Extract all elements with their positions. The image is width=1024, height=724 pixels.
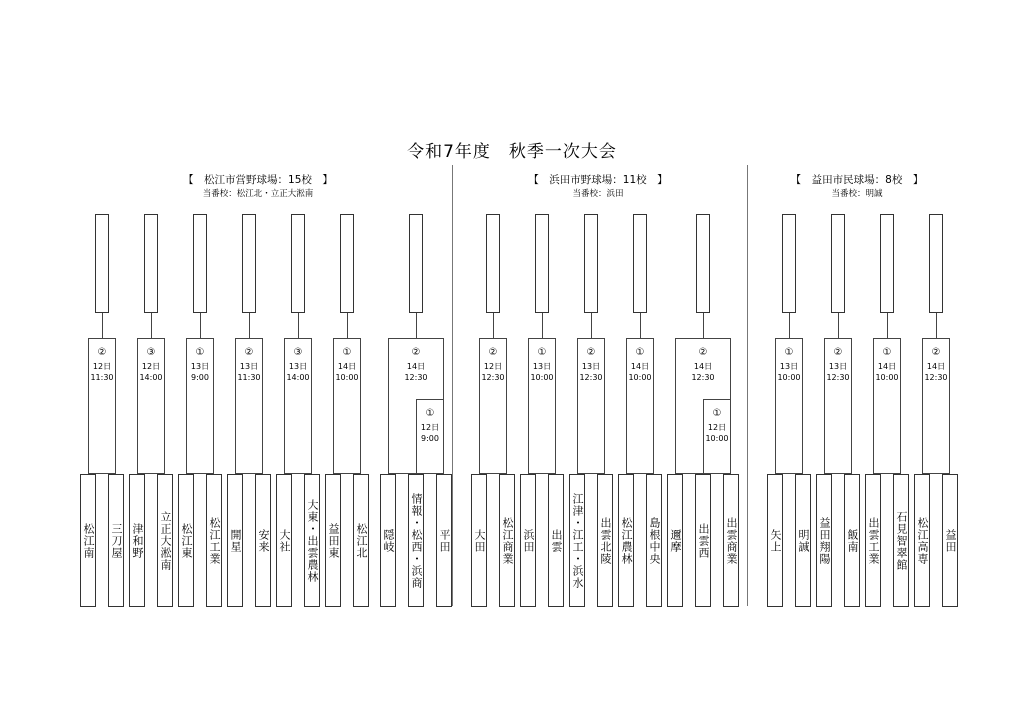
match-number: ①	[425, 408, 435, 419]
match-day: 13日	[828, 362, 848, 371]
match-day: 12日	[141, 362, 161, 371]
match-time: 11:30	[90, 373, 114, 382]
team-box	[667, 474, 683, 607]
team-name: 松江農林	[620, 516, 633, 565]
match-box	[528, 338, 556, 474]
match-number: ②	[411, 347, 421, 358]
match-box	[922, 338, 950, 474]
team-box	[597, 474, 613, 607]
match-box	[824, 338, 852, 474]
match-number: ①	[195, 347, 205, 358]
match-day: 13日	[581, 362, 601, 371]
team-name: 開星	[229, 528, 242, 553]
match-time: 10:00	[875, 373, 899, 382]
connector-line	[640, 313, 641, 338]
match-time: 10:00	[628, 373, 652, 382]
team-box	[255, 474, 271, 607]
match-day: 14日	[693, 362, 713, 371]
match-number: ②	[97, 347, 107, 358]
match-number: ①	[712, 408, 722, 419]
team-name: 松江工業	[208, 516, 221, 565]
venue-divider	[747, 165, 748, 606]
match-box	[88, 338, 116, 474]
team-box	[408, 474, 424, 607]
team-box	[471, 474, 487, 607]
connector-line	[838, 313, 839, 338]
team-box	[914, 474, 930, 607]
team-box	[206, 474, 222, 607]
connector-line	[703, 313, 704, 338]
match-day: 12日	[420, 423, 440, 432]
winner-slot	[409, 214, 423, 313]
connector-line	[591, 313, 592, 338]
team-name: 出雲北陵	[599, 516, 612, 565]
team-name: 邇摩	[669, 528, 682, 553]
team-box	[157, 474, 173, 607]
team-name: 立正大淞南	[159, 510, 172, 571]
team-name: 安来	[257, 528, 270, 553]
match-day: 14日	[926, 362, 946, 371]
team-box	[569, 474, 585, 607]
match-day: 14日	[877, 362, 897, 371]
team-box	[178, 474, 194, 607]
winner-slot	[486, 214, 500, 313]
connector-line	[151, 313, 152, 338]
team-name: 石見智翠館	[895, 510, 908, 571]
team-name: 明誠	[797, 528, 810, 553]
team-name: 江津・江工・浜水	[571, 492, 584, 589]
team-box	[618, 474, 634, 607]
match-time: 12:30	[404, 373, 428, 382]
match-number: ②	[931, 347, 941, 358]
match-time: 12:30	[579, 373, 603, 382]
connector-line	[789, 313, 790, 338]
match-number: ①	[635, 347, 645, 358]
connector-line	[249, 313, 250, 338]
team-box	[520, 474, 536, 607]
team-name: 浜田	[522, 528, 535, 553]
team-box	[795, 474, 811, 607]
venue-header-hamada: 【 浜田市野球場：11校 】	[528, 174, 668, 186]
team-box	[723, 474, 739, 607]
team-name: 三刀屋	[110, 522, 123, 559]
match-number: ①	[342, 347, 352, 358]
connector-line	[200, 313, 201, 338]
team-name: 松江商業	[501, 516, 514, 565]
team-name: 津和野	[131, 522, 144, 559]
winner-slot	[929, 214, 943, 313]
connector-line	[347, 313, 348, 338]
connector-line	[493, 313, 494, 338]
team-name: 出雲西	[697, 522, 710, 559]
match-box	[626, 338, 654, 474]
match-time: 14:00	[286, 373, 310, 382]
connector-line	[416, 313, 417, 338]
team-box	[325, 474, 341, 607]
team-box	[353, 474, 369, 607]
match-day: 12日	[92, 362, 112, 371]
match-box	[235, 338, 263, 474]
team-box	[80, 474, 96, 607]
team-box	[304, 474, 320, 607]
match-time: 9:00	[191, 373, 209, 382]
match-number: ①	[784, 347, 794, 358]
team-name: 情報・松西・浜商	[410, 492, 423, 589]
sub-match-box	[416, 399, 444, 474]
team-name: 松江北	[355, 522, 368, 559]
team-box	[436, 474, 452, 607]
team-name: 出雲	[550, 528, 563, 553]
team-name: 松江高専	[916, 516, 929, 565]
match-box	[333, 338, 361, 474]
duty-school-matsue: 当番校：松江北・立正大淞南	[202, 189, 314, 199]
match-box	[137, 338, 165, 474]
match-time: 10:00	[777, 373, 801, 382]
match-day: 13日	[239, 362, 259, 371]
match-number: ②	[698, 347, 708, 358]
team-name: 出雲工業	[867, 516, 880, 565]
match-day: 14日	[337, 362, 357, 371]
team-box	[108, 474, 124, 607]
match-day: 12日	[707, 423, 727, 432]
team-box	[276, 474, 292, 607]
match-box	[775, 338, 803, 474]
match-number: ①	[882, 347, 892, 358]
winner-slot	[584, 214, 598, 313]
page-title: 令和7年度 秋季一次大会	[407, 142, 617, 162]
team-box	[844, 474, 860, 607]
team-box	[548, 474, 564, 607]
match-day: 14日	[406, 362, 426, 371]
match-time: 12:30	[924, 373, 948, 382]
match-time: 10:00	[530, 373, 554, 382]
match-number: ②	[586, 347, 596, 358]
match-time: 10:00	[705, 434, 729, 443]
winner-slot	[95, 214, 109, 313]
winner-slot	[633, 214, 647, 313]
connector-line	[102, 313, 103, 338]
match-time: 12:30	[826, 373, 850, 382]
team-box	[816, 474, 832, 607]
team-box	[942, 474, 958, 607]
connector-line	[887, 313, 888, 338]
match-day: 14日	[630, 362, 650, 371]
team-box	[695, 474, 711, 607]
team-name: 出雲商業	[725, 516, 738, 565]
winner-slot	[340, 214, 354, 313]
match-number: ①	[537, 347, 547, 358]
winner-slot	[782, 214, 796, 313]
match-box	[577, 338, 605, 474]
duty-school-hamada: 当番校：浜田	[572, 189, 624, 199]
venue-header-masuda: 【 益田市民球場：8校 】	[790, 174, 924, 186]
match-number: ③	[293, 347, 303, 358]
match-number: ②	[488, 347, 498, 358]
team-name: 島根中央	[648, 516, 661, 565]
team-name: 平田	[438, 528, 451, 553]
connector-line	[542, 313, 543, 338]
match-day: 13日	[288, 362, 308, 371]
team-box	[129, 474, 145, 607]
team-box	[646, 474, 662, 607]
winner-slot	[291, 214, 305, 313]
match-number: ③	[146, 347, 156, 358]
match-time: 10:00	[335, 373, 359, 382]
match-time: 14:00	[139, 373, 163, 382]
winner-slot	[535, 214, 549, 313]
team-box	[865, 474, 881, 607]
team-box	[767, 474, 783, 607]
match-time: 11:30	[237, 373, 261, 382]
team-name: 矢上	[769, 528, 782, 553]
connector-line	[298, 313, 299, 338]
winner-slot	[144, 214, 158, 313]
team-name: 益田	[944, 528, 957, 553]
match-time: 12:30	[691, 373, 715, 382]
match-time: 12:30	[481, 373, 505, 382]
team-name: 大田	[473, 528, 486, 553]
team-name: 松江南	[82, 522, 95, 559]
team-box	[380, 474, 396, 607]
team-name: 大東・出雲農林	[306, 498, 319, 583]
match-box	[284, 338, 312, 474]
team-box	[499, 474, 515, 607]
match-day: 12日	[483, 362, 503, 371]
team-name: 飯南	[846, 528, 859, 553]
venue-header-matsue: 【 松江市営野球場：15校 】	[183, 174, 333, 186]
duty-school-masuda: 当番校：明誠	[831, 189, 883, 199]
team-box	[893, 474, 909, 607]
connector-line	[936, 313, 937, 338]
winner-slot	[696, 214, 710, 313]
match-day: 13日	[532, 362, 552, 371]
match-box	[186, 338, 214, 474]
winner-slot	[242, 214, 256, 313]
winner-slot	[193, 214, 207, 313]
team-name: 益田東	[327, 522, 340, 559]
match-number: ②	[833, 347, 843, 358]
team-name: 隠岐	[382, 528, 395, 553]
winner-slot	[831, 214, 845, 313]
sub-match-box	[703, 399, 731, 474]
match-day: 13日	[779, 362, 799, 371]
winner-slot	[880, 214, 894, 313]
team-name: 益田翔陽	[818, 516, 831, 565]
team-box	[227, 474, 243, 607]
team-name: 大社	[278, 528, 291, 553]
team-name: 松江東	[180, 522, 193, 559]
match-number: ②	[244, 347, 254, 358]
match-box	[873, 338, 901, 474]
match-time: 9:00	[421, 434, 439, 443]
match-box	[479, 338, 507, 474]
match-day: 13日	[190, 362, 210, 371]
venue-divider	[452, 165, 453, 606]
